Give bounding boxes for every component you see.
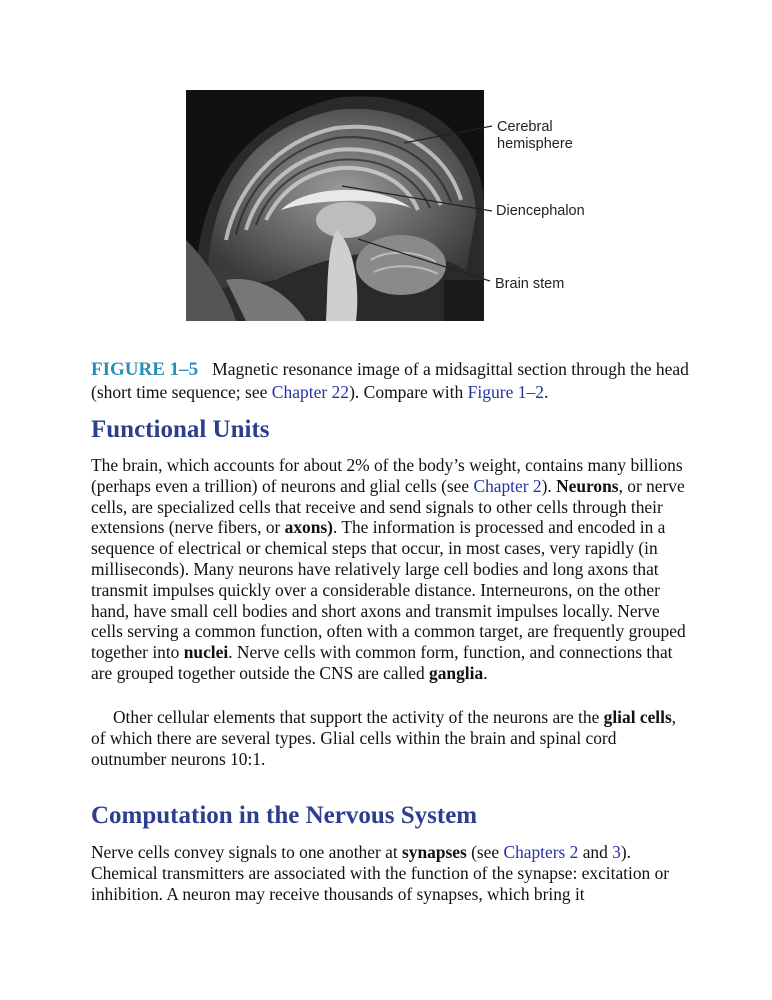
figure-1-5	[186, 90, 606, 322]
term-nuclei: nuclei	[183, 642, 229, 663]
leader-brain-stem	[358, 239, 490, 281]
caption-link-chapter-22[interactable]: Chapter 22	[271, 381, 350, 402]
text: (see	[466, 842, 504, 862]
paragraph-functional-units-2	[91, 707, 691, 769]
text: Nerve cells convey signals to one another at	[91, 842, 402, 862]
caption-link-figure-1-2[interactable]: Figure 1–2	[467, 381, 544, 402]
link-chapters-2[interactable]: Chapters 2	[503, 842, 579, 862]
heading-computation: Computation in the Nervous System	[91, 802, 478, 829]
figure-caption	[91, 358, 691, 403]
link-chapter-2[interactable]: Chapter 2	[473, 475, 542, 496]
heading-functional-units: Functional Units	[91, 416, 270, 443]
leader-cerebral	[404, 126, 492, 143]
text: .	[483, 662, 488, 683]
caption-text-b: ). Compare with	[349, 381, 468, 402]
text: , of which there are several types. Glial cells within the brain and spinal cord outnumber neurons 10:1.	[91, 707, 677, 769]
label-cerebral-hemisphere	[497, 119, 573, 153]
text: ). Chemical transmitters are associated with the function of the synapse: excitation or inhibition. A neuron may receive thousands of synapses, which bring it	[91, 842, 670, 904]
term-synapses: synapses	[402, 842, 467, 862]
text: and	[578, 842, 613, 862]
term-axons: axons)	[284, 517, 333, 538]
text: The brain, which accounts for about 2% of the body’s weight, contains many billions (perhaps even a trillion) of neurons and glial cells (see	[91, 455, 683, 496]
text: Other cellular elements that support the activity of the neurons are the	[113, 707, 604, 727]
text: . Nerve cells with common form, function, and connections that are grouped together outside the CNS are called	[91, 642, 673, 683]
term-ganglia: ganglia	[429, 662, 484, 683]
paragraph-functional-units-1	[91, 455, 691, 684]
link-chapter-3[interactable]: 3	[612, 842, 621, 862]
term-neurons: Neurons	[556, 475, 619, 496]
caption-text-a: Magnetic resonance image of a midsagittal section through the head (short time sequence; see	[91, 358, 689, 402]
text: ).	[541, 475, 557, 496]
term-glial-cells: glial cells	[603, 707, 672, 727]
paragraph-computation-1	[91, 842, 691, 904]
figure-number: FIGURE 1–5	[91, 358, 199, 380]
leader-diencephalon	[342, 186, 492, 211]
label-diencephalon: Diencephalon	[496, 203, 585, 219]
caption-text-c: .	[543, 381, 549, 402]
label-cerebral-line1: Cerebral	[497, 119, 553, 135]
text: . The information is processed and encoded in a sequence of electrical or chemical steps that occur, in most cases, very rapidly (in milliseconds). Many neurons have relatively large cell bodies and long axons that transmit impulses quickly over a considerable distance. Interneurons, on the other hand, have small cell bodies and short axons and transmit impulses locally. Nerve cells serving a common function, often with a common target, are frequently grouped together into	[91, 517, 686, 663]
label-brain-stem: Brain stem	[495, 276, 565, 292]
label-cerebral-line2: hemisphere	[497, 136, 573, 152]
text: , or nerve cells, are specialized cells that receive and send signals to other cells through their extensions (nerve fibers, or	[91, 475, 685, 538]
